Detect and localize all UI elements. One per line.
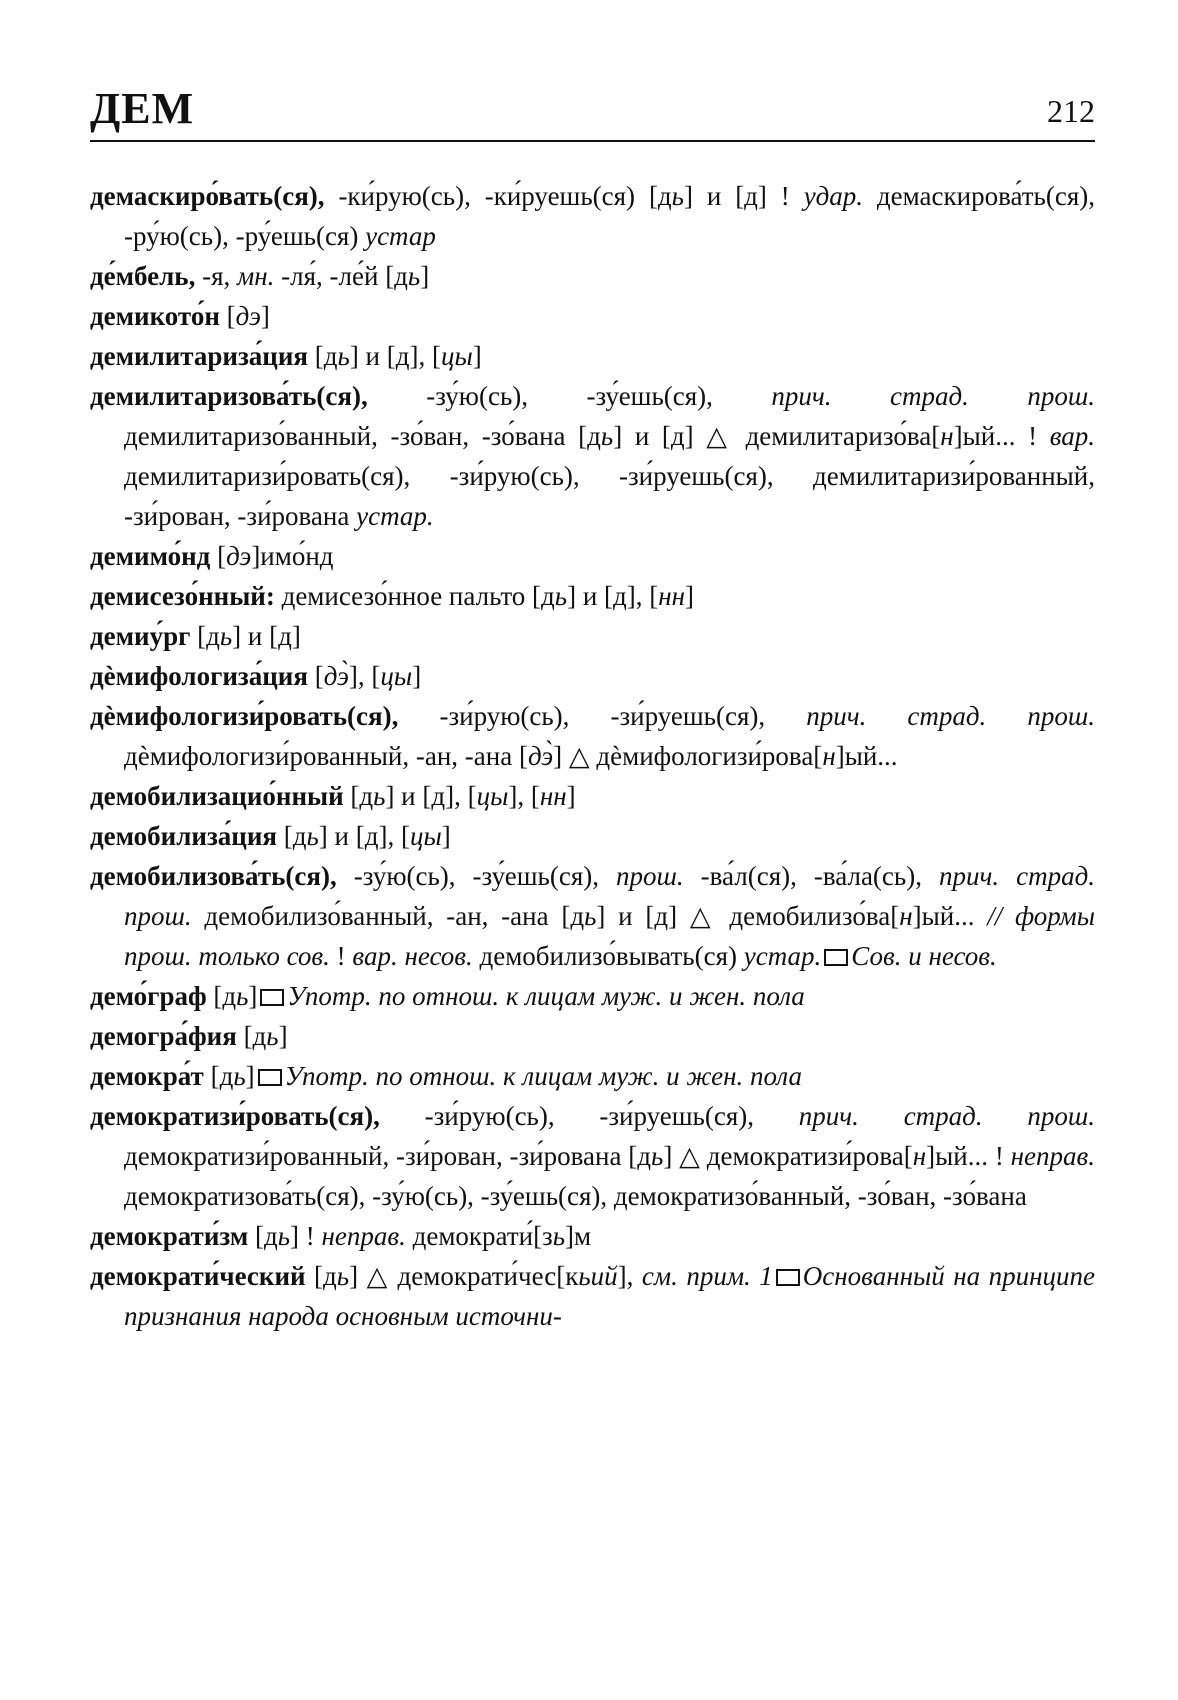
italic-note: // формы прош. только сов. [124, 901, 1095, 971]
entry-text: [д [248, 1221, 278, 1251]
dictionary-entry [90, 856, 1095, 976]
italic-note: цы [409, 821, 442, 851]
headword: демократи́зм [90, 1221, 249, 1251]
entry-text: ] [441, 821, 451, 851]
entry-text: -зу́ю(сь), -зу́ешь(ся), [336, 861, 616, 891]
entry-text: демисезо́нное пальто [д [274, 581, 555, 611]
dictionary-entry [90, 776, 1095, 816]
entry-text: ] и [д] ! [683, 181, 804, 211]
entry-text: [д [343, 781, 374, 811]
dictionary-entry [90, 976, 1095, 1016]
entry-text: ] [278, 1021, 288, 1051]
dictionary-entry [90, 1096, 1095, 1216]
italic-note: ь [236, 981, 249, 1011]
italic-note: ь [337, 341, 350, 371]
entry-text: ]ый... ! [953, 421, 1050, 451]
dictionary-entries [90, 176, 1095, 1336]
entry-text: ]м [565, 1221, 592, 1251]
headword: демобилиза́ция [90, 821, 278, 851]
entry-text: ] и [д] [232, 621, 301, 651]
italic-note: Употр. по отнош. к лицам муж. и жен. пола [284, 1061, 802, 1091]
entry-text: [ [307, 661, 324, 691]
italic-note: прич. страд. прош. [798, 1101, 1095, 1131]
italic-note: дэ [226, 541, 252, 571]
dictionary-entry [90, 176, 1095, 256]
italic-note: ь [552, 1221, 566, 1251]
headword: демилитаризова́ть(ся), [90, 381, 368, 411]
entry-text: ] и [д], [ [318, 821, 410, 851]
italic-note: неправ. [321, 1221, 406, 1251]
italic-note: ь [651, 1141, 664, 1171]
headword: демократизи́ровать(ся), [90, 1101, 380, 1131]
italic-note: устар. [743, 941, 822, 971]
headword: демиу́рг [90, 621, 191, 651]
italic-note: прич. страд. прош. [806, 701, 1095, 731]
italic-note: неправ. [1010, 1141, 1095, 1171]
headword: дѐмифологиза́ция [90, 661, 308, 691]
italic-note: ьий [578, 1261, 618, 1291]
entry-text: ], [ [508, 781, 540, 811]
entry-text: демобилизо́вывать(ся) [472, 941, 744, 971]
entry-text: -я, [195, 261, 238, 291]
headword: демимо́нд [90, 541, 211, 571]
headword: демилитариза́ция [90, 341, 309, 371]
dictionary-entry [90, 656, 1095, 696]
usage-note-box-icon [260, 989, 284, 1006]
italic-note: дэ [235, 301, 261, 331]
headword: демобилизацио́нный [90, 781, 344, 811]
entry-text: -зу́ю(сь), -зу́ешь(ся), [367, 381, 772, 411]
italic-note: вар. [1049, 421, 1096, 451]
entry-text: ] ! [290, 1221, 322, 1251]
dictionary-entry [90, 1256, 1095, 1336]
italic-note: ь [584, 901, 597, 931]
italic-note: ь [600, 421, 614, 451]
entry-text: ]ый... ! [926, 1141, 1011, 1171]
entry-text: ! [329, 941, 353, 971]
page-number: 212 [1047, 93, 1095, 129]
headword: демо́граф [90, 981, 207, 1011]
entry-text: ] и [д], [ [567, 581, 659, 611]
dictionary-page [90, 78, 1095, 1336]
entry-text: ] и [д], [ [349, 341, 441, 371]
dictionary-entry [90, 576, 1095, 616]
entry-text: демилитаризи́ровать(ся), -зи́рую(сь), -зи́руешь(ся), демилитаризи́рованный, -зи́рован, -зи́рована [124, 461, 1095, 531]
dictionary-entry [90, 1056, 1095, 1096]
italic-note: см. прим. 1 [641, 1261, 773, 1291]
entry-text: -ва́л(ся), -ва́ла(сь), [683, 861, 939, 891]
entry-text: ], [ [348, 661, 381, 691]
headword: демократи́ческий [90, 1261, 306, 1291]
italic-note: устар. [356, 501, 434, 531]
entry-text: ] [260, 301, 270, 331]
entry-text: [д [305, 1261, 337, 1291]
entry-text: ] △ дѐмифологизи́рова[ [553, 741, 823, 771]
headword: демаскиро́вать(ся), [90, 181, 325, 211]
dictionary-entry [90, 696, 1095, 776]
italic-note: цы [440, 341, 473, 371]
dictionary-entry [90, 296, 1095, 336]
italic-note: мн. [237, 261, 275, 291]
entry-text: ] [566, 781, 576, 811]
italic-note: ь [554, 581, 568, 611]
entry-text: ]ый... [912, 901, 988, 931]
dictionary-entry [90, 1216, 1095, 1256]
entry-text: ] [248, 981, 258, 1011]
italic-note: ь [219, 621, 233, 651]
entry-text: ], [617, 1261, 642, 1291]
entry-text: ] △ демократизи́рова[ [663, 1141, 913, 1171]
italic-note: дэ̀ [527, 741, 554, 771]
entry-text: демократи́[з [405, 1221, 553, 1251]
dictionary-entry [90, 336, 1095, 376]
entry-text: ]ый... [835, 741, 898, 771]
entry-text: [д [203, 1061, 234, 1091]
headword: демогра́фия [90, 1021, 237, 1051]
italic-note: цы [380, 661, 413, 691]
italic-note: нн [658, 581, 686, 611]
italic-note: н [912, 1141, 927, 1171]
italic-note: устар [365, 221, 436, 251]
entry-text: [д [308, 341, 338, 371]
entry-text: ] [412, 661, 422, 691]
italic-note: ь [277, 1221, 291, 1251]
italic-note: н [940, 421, 954, 451]
entry-text: ] и [д] △ демобилизо́ва[ [596, 901, 900, 931]
entry-text: -зи́рую(сь), -зи́руешь(ся), [398, 701, 807, 731]
entry-text: дѐмифологизи́рованный, -ан, -ана [ [124, 741, 528, 771]
dictionary-entry [90, 616, 1095, 656]
headword: демокра́т [90, 1061, 204, 1091]
italic-note: вар. несов. [352, 941, 473, 971]
page-header [90, 78, 1095, 142]
entry-text: ] и [д], [ [385, 781, 477, 811]
italic-note: удар. [803, 181, 864, 211]
italic-note: прош. [616, 861, 684, 891]
entry-text: демилитаризо́ванный, -зо́ван, -зо́вана [д [124, 421, 601, 451]
running-head: ДЕМ [90, 84, 195, 133]
italic-note: нн [539, 781, 567, 811]
italic-note: ь [671, 181, 684, 211]
entry-text: демобилизо́ванный, -ан, -ана [д [191, 901, 585, 931]
usage-note-box-icon [776, 1269, 800, 1286]
italic-note: ь [336, 1261, 350, 1291]
entry-text: [д [190, 621, 220, 651]
italic-note: н [899, 901, 913, 931]
italic-note: н [822, 741, 836, 771]
headword: дѐмифологизи́ровать(ся), [90, 701, 399, 731]
italic-note: цы [476, 781, 509, 811]
entry-text: ]имо́нд [251, 541, 334, 571]
entry-text: [д [277, 821, 307, 851]
entry-text: ] [472, 341, 482, 371]
entry-text: [ [210, 541, 227, 571]
italic-note: ь [373, 781, 386, 811]
italic-note: прич. страд. прош. [124, 861, 1095, 931]
italic-note: дэ̀ [323, 661, 349, 691]
entry-text: [ [219, 301, 236, 331]
entry-text: демократизи́рованный, -зи́рован, -зи́рована [д [124, 1141, 652, 1171]
entry-text: -ля́, -ле́й [д [274, 261, 408, 291]
dictionary-entry [90, 816, 1095, 856]
dictionary-entry [90, 256, 1095, 296]
italic-note: ь [233, 1061, 246, 1091]
italic-note: Сов. и несов. [851, 941, 997, 971]
italic-note: ь [306, 821, 319, 851]
headword: де́мбель, [90, 261, 196, 291]
entry-text: [д [236, 1021, 267, 1051]
headword: демикото́н [90, 301, 220, 331]
dictionary-entry [90, 536, 1095, 576]
headword: демобилизова́ть(ся), [90, 861, 337, 891]
entry-text: -ки́рую(сь), -ки́руешь(ся) [д [324, 181, 672, 211]
usage-note-box-icon [824, 949, 848, 966]
headword: демисезо́нный: [90, 581, 275, 611]
entry-text: демаскирова́ть(ся), -ру́ю(сь), -ру́ешь(ся) [124, 181, 1095, 251]
dictionary-entry [90, 1016, 1095, 1056]
entry-text: ] и [д] △ демилитаризо́ва[ [613, 421, 941, 451]
entry-text: ] [420, 261, 430, 291]
entry-text: демократизова́ть(ся), -зу́ю(сь), -зу́ешь(ся), демократизо́ванный, -зо́ван, -зо́вана [124, 1181, 1027, 1211]
usage-note-box-icon [258, 1069, 282, 1086]
entry-text: ] △ демократи́чес[к [349, 1261, 579, 1291]
italic-note: ь [407, 261, 421, 291]
italic-note: Основанный на принципе признания народа основным источни- [124, 1261, 1096, 1331]
dictionary-entry [90, 376, 1095, 536]
italic-note: прич. страд. прош. [771, 381, 1096, 411]
entry-text: -зи́рую(сь), -зи́руешь(ся), [379, 1101, 799, 1131]
italic-note: Употр. по отнош. к лицам муж. и жен. пола [287, 981, 805, 1011]
entry-text: ] [245, 1061, 255, 1091]
italic-note: ь [266, 1021, 279, 1051]
entry-text: ] [685, 581, 695, 611]
entry-text: [д [206, 981, 237, 1011]
